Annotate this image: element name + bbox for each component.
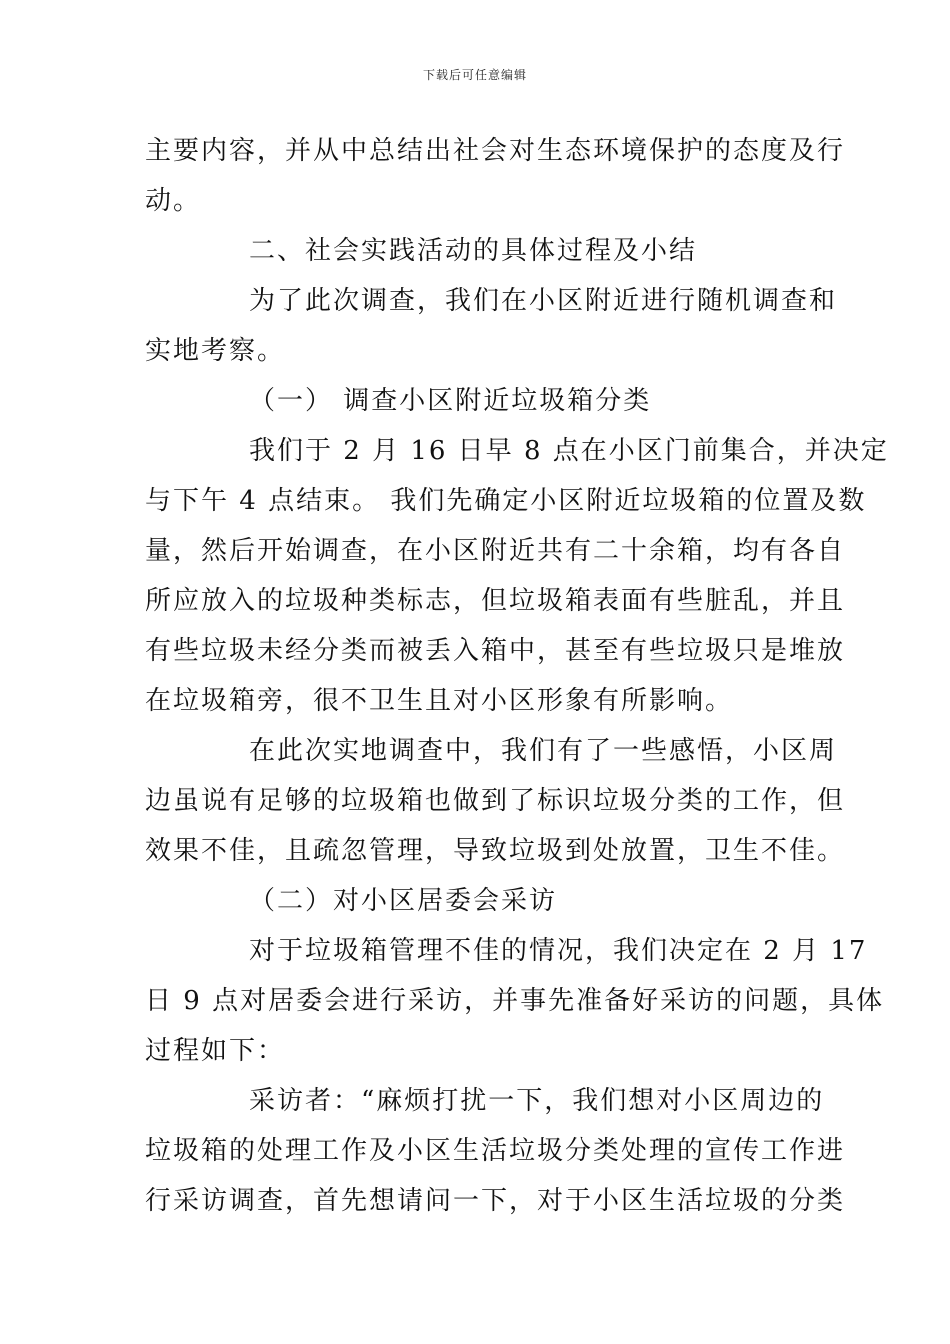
subsection-heading: （一） 调查小区附近垃圾箱分类 [249,386,652,416]
paragraph-line: 有些垃圾未经分类而被丢入箱中，甚至有些垃圾只是堆放 [145,636,846,666]
paragraph-line: 行采访调查，首先想请问一下，对于小区生活垃圾的分类 [145,1186,846,1216]
paragraph-line: 实地考察。 [145,336,286,366]
section-heading: 二、社会实践活动的具体过程及小结 [249,236,698,266]
subsection-heading: （二）对小区居委会采访 [249,886,558,916]
paragraph-line: 过程如下： [145,1036,286,1066]
header-note: 下载后可任意编辑 [422,68,527,82]
paragraph-line: 与下午 4 点结束。 我们先确定小区附近垃圾箱的位置及数 [145,486,867,516]
paragraph-line: 在垃圾箱旁，很不卫生且对小区形象有所影响。 [145,686,734,716]
paragraph-line: 量，然后开始调查，在小区附近共有二十余箱，均有各自 [145,536,846,566]
paragraph-line: 效果不佳，且疏忽管理，导致垃圾到处放置，卫生不佳。 [145,836,846,866]
paragraph-line: 为了此次调查，我们在小区附近进行随机调查和 [249,286,838,316]
paragraph-line: 在此次实地调查中，我们有了一些感悟，小区周 [249,736,838,766]
paragraph-line: 所应放入的垃圾种类标志，但垃圾箱表面有些脏乱，并且 [145,586,846,616]
paragraph-line: 我们于 2 月 16 日早 8 点在小区门前集合，并决定 [249,436,889,466]
paragraph-line: 动。 [145,186,202,216]
paragraph-line: 日 9 点对居委会进行采访，并事先准备好采访的问题，具体 [145,986,885,1016]
paragraph-line: 边虽说有足够的垃圾箱也做到了标识垃圾分类的工作，但 [145,786,846,816]
paragraph-line: 垃圾箱的处理工作及小区生活垃圾分类处理的宣传工作进 [145,1136,846,1166]
paragraph-line: 采访者：“麻烦打扰一下，我们想对小区周边的 [249,1086,825,1116]
document-body [145,126,889,1226]
paragraph-line: 主要内容，并从中总结出社会对生态环境保护的态度及行 [145,136,846,166]
paragraph-line: 对于垃圾箱管理不佳的情况，我们决定在 2 月 17 [249,936,868,966]
